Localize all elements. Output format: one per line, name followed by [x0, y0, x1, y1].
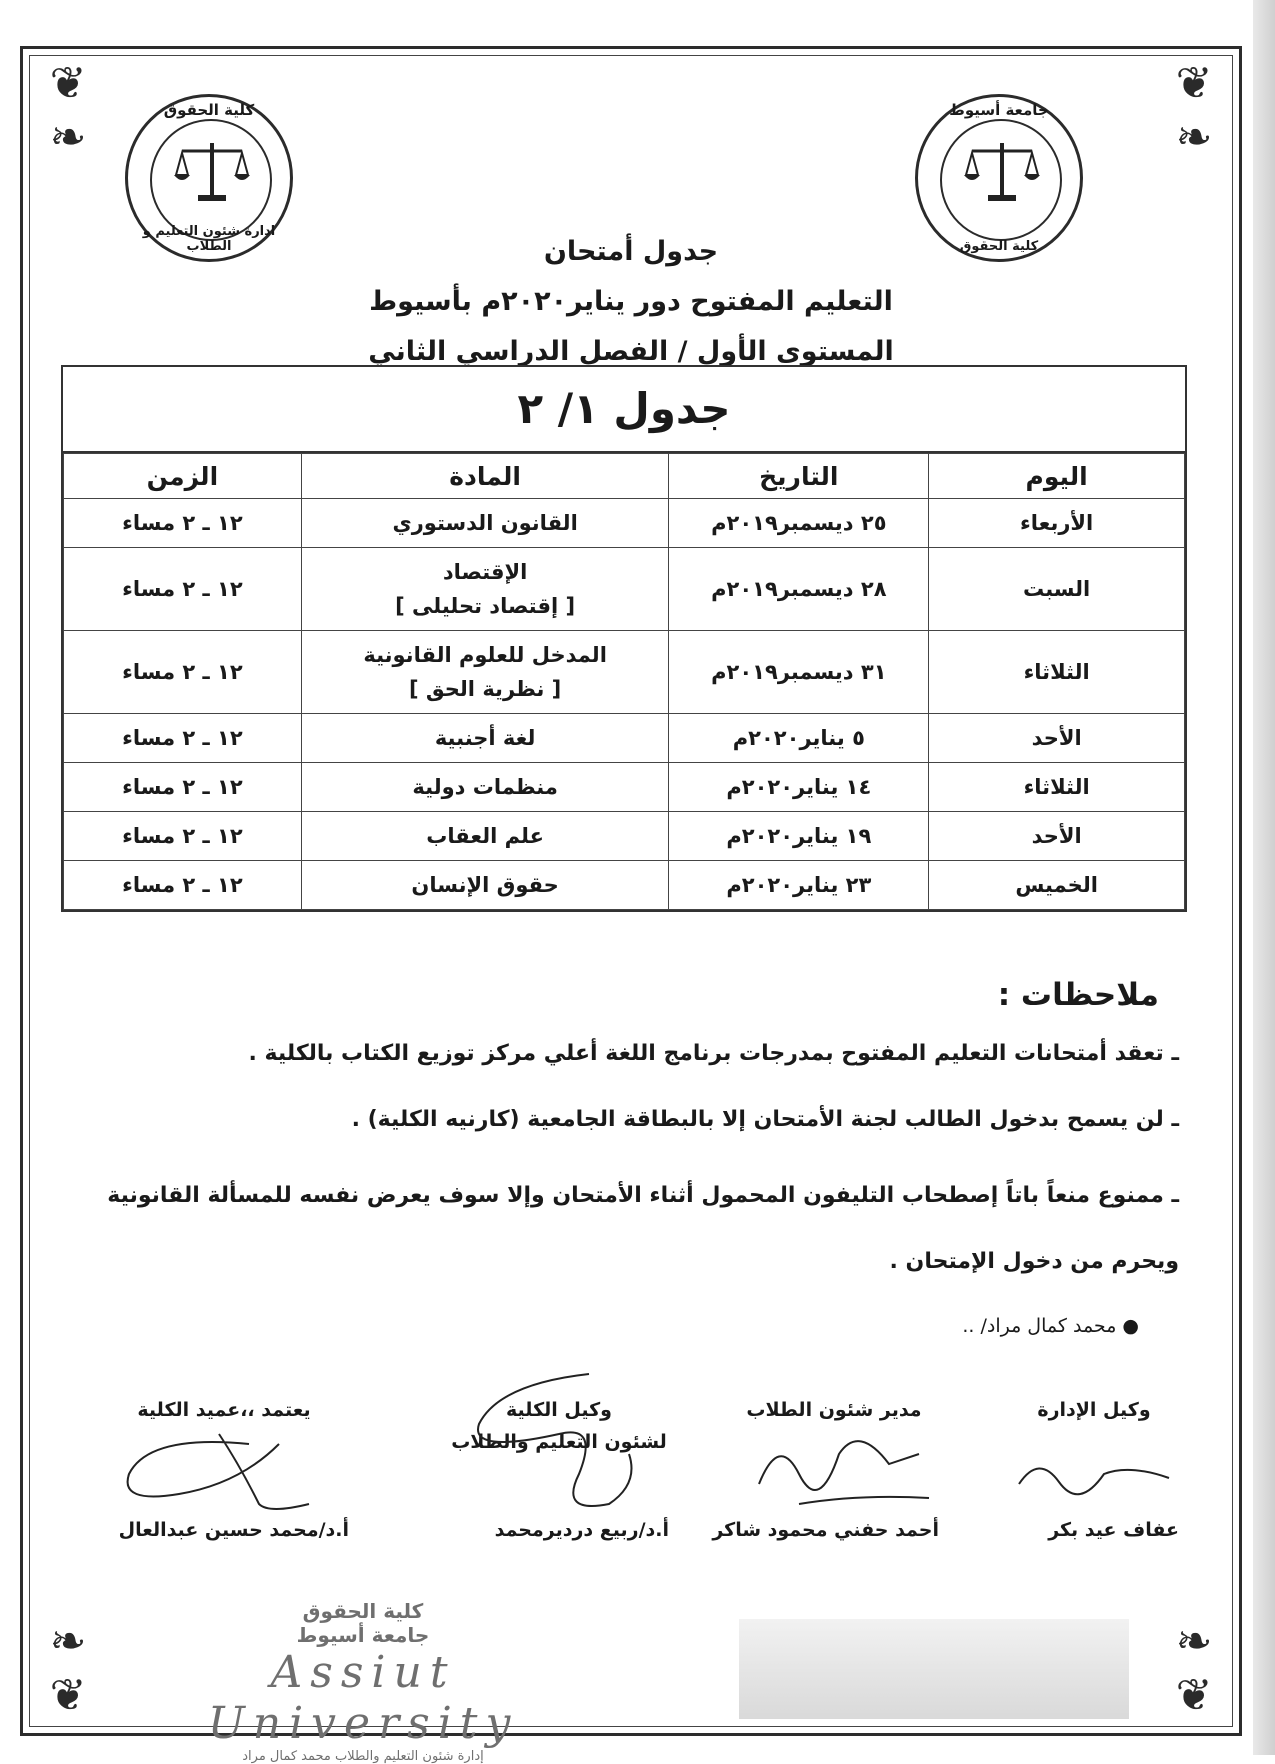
cell-date: ٣١ ديسمبر٢٠١٩م [669, 631, 929, 714]
signature-role: وكيل الكلية [506, 1399, 612, 1421]
cell-day: الأربعاء [929, 499, 1185, 548]
header-date: التاريخ [669, 454, 929, 499]
footer-univ-ar: جامعة أسيوط [296, 1623, 430, 1647]
schedule-table-box [61, 365, 1187, 912]
seal-text-top: جامعة أسيوط [949, 101, 1049, 119]
subject-name: علم العقاب [426, 824, 544, 848]
cell-day: الأحد [929, 714, 1185, 763]
cell-time: ١٢ ـ ٢ مساء [64, 763, 302, 812]
subject-name: المدخل للعلوم القانونية [363, 643, 607, 667]
signature-name: عفاف عيد بكر [1048, 1519, 1179, 1541]
title-line-2: التعليم المفتوح دور يناير٢٠٢٠م بأسيوط [369, 286, 893, 317]
cell-subject [301, 499, 669, 548]
signature-role-2: لشئون التعليم والطلاب [451, 1431, 667, 1453]
note-bullet: ● محمد كمال مراد/ .. [962, 1315, 1139, 1337]
university-building-watermark [739, 1619, 1129, 1719]
signature-block [1009, 1394, 1179, 1541]
cell-subject [301, 631, 669, 714]
subject-name: حقوق الإنسان [411, 873, 559, 897]
signature-block [99, 1394, 349, 1541]
cell-date: ١٩ يناير٢٠٢٠م [669, 812, 929, 861]
table-row [64, 812, 1185, 861]
footer-stamp-top: كلية الحقوق [302, 1599, 424, 1623]
cell-time: ١٢ ـ ٢ مساء [64, 714, 302, 763]
corner-ornament-icon: ❧ ❦ [1175, 1616, 1213, 1721]
title-line-1: جدول أمتحان [543, 236, 719, 267]
cell-day: الخميس [929, 861, 1185, 910]
scan-edge [1253, 0, 1275, 1755]
signature-block [439, 1394, 679, 1541]
cell-time: ١٢ ـ ٢ مساء [64, 548, 302, 631]
signature-role: يعتمد ،،عميد الكلية [137, 1399, 311, 1421]
cell-subject [301, 548, 669, 631]
table-row [64, 763, 1185, 812]
cell-time: ١٢ ـ ٢ مساء [64, 812, 302, 861]
subject-name: منظمات دولية [412, 775, 558, 799]
notes-heading: ملاحظات : [997, 977, 1159, 1013]
cell-time: ١٢ ـ ٢ مساء [64, 861, 302, 910]
subject-sub: [ نظرية الحق ] [408, 677, 562, 701]
header-time: الزمن [64, 454, 302, 499]
scales-of-justice-icon [172, 137, 252, 207]
signature-name: أحمد حفني محمود شاكر [712, 1519, 939, 1541]
handwritten-signature [739, 1424, 939, 1514]
cell-subject [301, 861, 669, 910]
signature-block [712, 1394, 939, 1541]
subject-sub: [ إقتصاد تحليلى ] [395, 594, 576, 618]
cell-time: ١٢ ـ ٢ مساء [64, 631, 302, 714]
notes-section [93, 977, 1179, 1337]
table-title: جدول ١/ ٢ [63, 367, 1185, 453]
note-item: ـ لن يسمح بدخول الطالب لجنة الأمتحان إلا بالبطاقة الجامعية (كارنيه الكلية) . [351, 1107, 1179, 1132]
cell-date: ٢٣ يناير٢٠٢٠م [669, 861, 929, 910]
seal-text-top: كلية الحقوق [163, 101, 255, 119]
header-day: اليوم [929, 454, 1185, 499]
cell-date: ٢٨ ديسمبر٢٠١٩م [669, 548, 929, 631]
footer-stamp [133, 1599, 593, 1764]
title-line-3: المستوى الأول / الفصل الدراسي الثاني [368, 336, 894, 367]
scales-of-justice-icon [962, 137, 1042, 207]
cell-date: ٥ يناير٢٠٢٠م [669, 714, 929, 763]
signature-role: وكيل الإدارة [1037, 1399, 1151, 1421]
table-row [64, 861, 1185, 910]
subject-name: لغة أجنبية [434, 726, 536, 750]
table-row [64, 548, 1185, 631]
signature-name: أ.د/محمد حسين عبدالعال [118, 1519, 349, 1541]
cell-day: الأحد [929, 812, 1185, 861]
cell-subject [301, 714, 669, 763]
handwritten-signature [439, 1364, 679, 1514]
exam-schedule-page [20, 46, 1242, 1764]
cell-day: الثلاثاء [929, 763, 1185, 812]
subject-name: الإقتصاد [442, 560, 528, 584]
signature-role: مدير شئون الطلاب [746, 1399, 922, 1421]
handwritten-signature [1009, 1444, 1179, 1504]
cell-day: السبت [929, 548, 1185, 631]
seal-text-bottom: ادارة شئون التعليم و الطلاب [142, 224, 276, 254]
corner-ornament-icon: ❦ ❧ [1175, 58, 1213, 163]
cell-day: الثلاثاء [929, 631, 1185, 714]
signature-name: أ.د/ربيع درديرمحمد [494, 1519, 669, 1541]
header-subject: المادة [301, 454, 669, 499]
table-row [64, 714, 1185, 763]
corner-ornament-icon: ❦ ❧ [49, 58, 87, 163]
cell-time: ١٢ ـ ٢ مساء [64, 499, 302, 548]
subject-name: القانون الدستوري [392, 511, 578, 535]
corner-ornament-icon: ❧ ❦ [49, 1616, 87, 1721]
signatures-row [83, 1394, 1179, 1594]
seal-text-bottom: كلية الحقوق [959, 239, 1039, 254]
cell-date: ١٤ يناير٢٠٢٠م [669, 763, 929, 812]
footer-stamp-line: إدارة شئون التعليم والطلاب محمد كمال مراد [242, 1749, 484, 1764]
note-item: ـ تعقد أمتحانات التعليم المفتوح بمدرجات برنامج اللغة أعلي مركز توزيع الكتاب بالكلية . [248, 1041, 1179, 1066]
note-item: ـ ممنوع منعاً باتاً إصطحاب التليفون المحمول أثناء الأمتحان وإلا سوف يعرض نفسه للمسألة القانونية ويحرم من دخول الإمتحان . [107, 1183, 1179, 1274]
cell-date: ٢٥ ديسمبر٢٠١٩م [669, 499, 929, 548]
schedule-table [63, 453, 1185, 910]
footer-univ-en: Assiut University [207, 1647, 519, 1749]
table-row [64, 631, 1185, 714]
handwritten-signature [109, 1424, 339, 1514]
cell-subject [301, 763, 669, 812]
table-row [64, 499, 1185, 548]
cell-subject [301, 812, 669, 861]
bullet-text: محمد كمال مراد/ .. [962, 1315, 1117, 1337]
table-header-row [64, 454, 1185, 499]
document-titles [23, 227, 1239, 377]
